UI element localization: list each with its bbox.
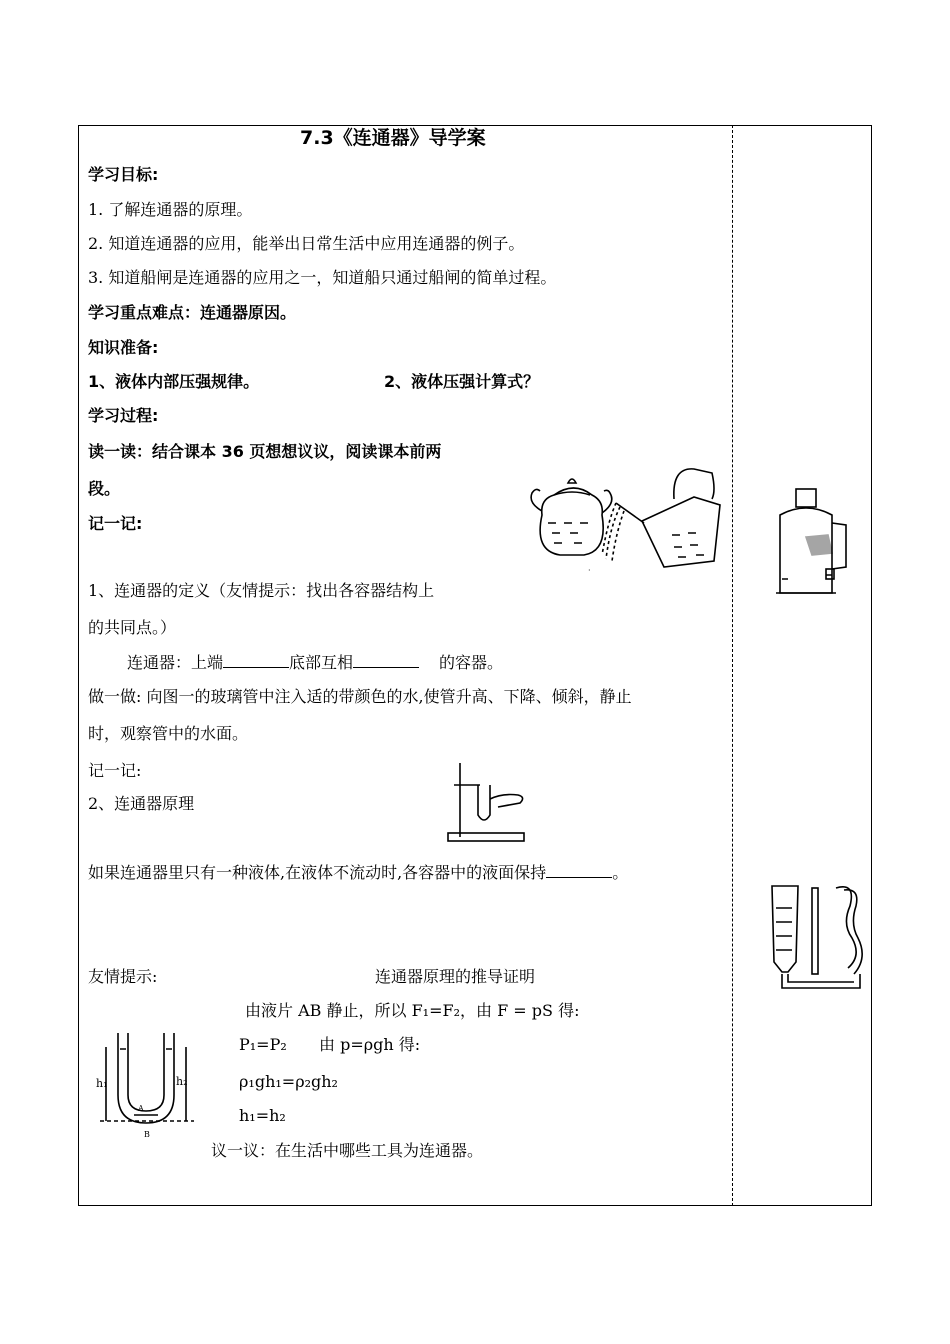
goal-item: 3. 知道船闸是连通器的应用之一，知道船只通过船闸的简单过程。: [88, 268, 557, 287]
blank-level[interactable]: [546, 863, 612, 878]
fill-text-a: 连通器：上端: [127, 653, 224, 672]
goals-heading: 学习目标:: [88, 165, 159, 184]
key-points: 学习重点难点：连通器原因。: [88, 303, 297, 322]
goal-item: 2. 知道连通器的应用，能举出日常生活中应用连通器的例子。: [88, 234, 525, 253]
boiler-image: [766, 483, 870, 603]
principle-sentence: [88, 862, 628, 884]
tip-label: 友情提示:: [88, 967, 158, 986]
prep-heading: 知识准备:: [88, 338, 159, 357]
principle-text: 如果连通器里只有一种液体,在液体不流动时,各容器中的液面保持: [88, 863, 547, 882]
process-heading: 学习过程:: [88, 406, 159, 425]
prep-item-2: 2、液体压强计算式？: [384, 372, 540, 391]
principle-heading: 2、连通器原理: [88, 794, 195, 813]
svg-text:·: ·: [588, 566, 591, 575]
proof-line-1: 由液片 AB 静止，所以 F₁=F₂，由 F = pS 得:: [245, 1001, 580, 1020]
proof-line-2b: 由 p=ρgh 得:: [319, 1035, 421, 1054]
teapot-watering-can-image: [524, 463, 728, 575]
u-tube-diagram: [94, 1025, 206, 1141]
goal-item: 1. 了解连通器的原理。: [88, 200, 253, 219]
note-heading-1: 记一记:: [88, 514, 143, 533]
fill-text-c: 的容器。: [439, 653, 504, 672]
read-line-1: 读一读：结合课本 36 页想想议议，阅读课本前两: [88, 442, 442, 461]
definition-fill: [127, 652, 503, 674]
label-h1: h₁: [96, 1077, 108, 1090]
note-heading-2: 记一记:: [88, 761, 142, 780]
margin-divider: [732, 125, 733, 1206]
discuss-line: 议一议：在生活中哪些工具为连通器。: [211, 1141, 484, 1160]
proof-line-4: h₁=h₂: [239, 1106, 286, 1125]
fill-text-b: 底部互相: [289, 653, 354, 672]
label-h2: h₂: [176, 1075, 188, 1088]
label-b: B: [144, 1130, 150, 1139]
proof-line-3: ρ₁gh₁=ρ₂gh₂: [239, 1072, 338, 1091]
lab-stand-image: [440, 755, 544, 845]
blank-bottom[interactable]: [353, 653, 419, 668]
read-line-2: 段。: [88, 479, 121, 498]
prep-item-1: 1、液体内部压强规律。: [88, 372, 260, 391]
definition-line-1: 1、连通器的定义（友情提示：找出各容器结构上: [88, 581, 435, 600]
do-line-2: 时，观察管中的水面。: [88, 724, 249, 743]
page-title: 7.3《连通器》导学案: [300, 127, 486, 149]
label-a: A: [138, 1104, 144, 1113]
communicating-vessels-image: [766, 878, 870, 998]
proof-line-2a: P₁=P₂: [239, 1035, 287, 1054]
principle-end: 。: [612, 863, 629, 882]
do-line-1: 做一做: 向图一的玻璃管中注入适的带颜色的水,使管升高、下降、倾斜，静止: [88, 687, 632, 706]
definition-line-2: 的共同点。）: [88, 618, 177, 637]
blank-top[interactable]: [223, 653, 289, 668]
proof-title: 连通器原理的推导证明: [375, 967, 536, 986]
